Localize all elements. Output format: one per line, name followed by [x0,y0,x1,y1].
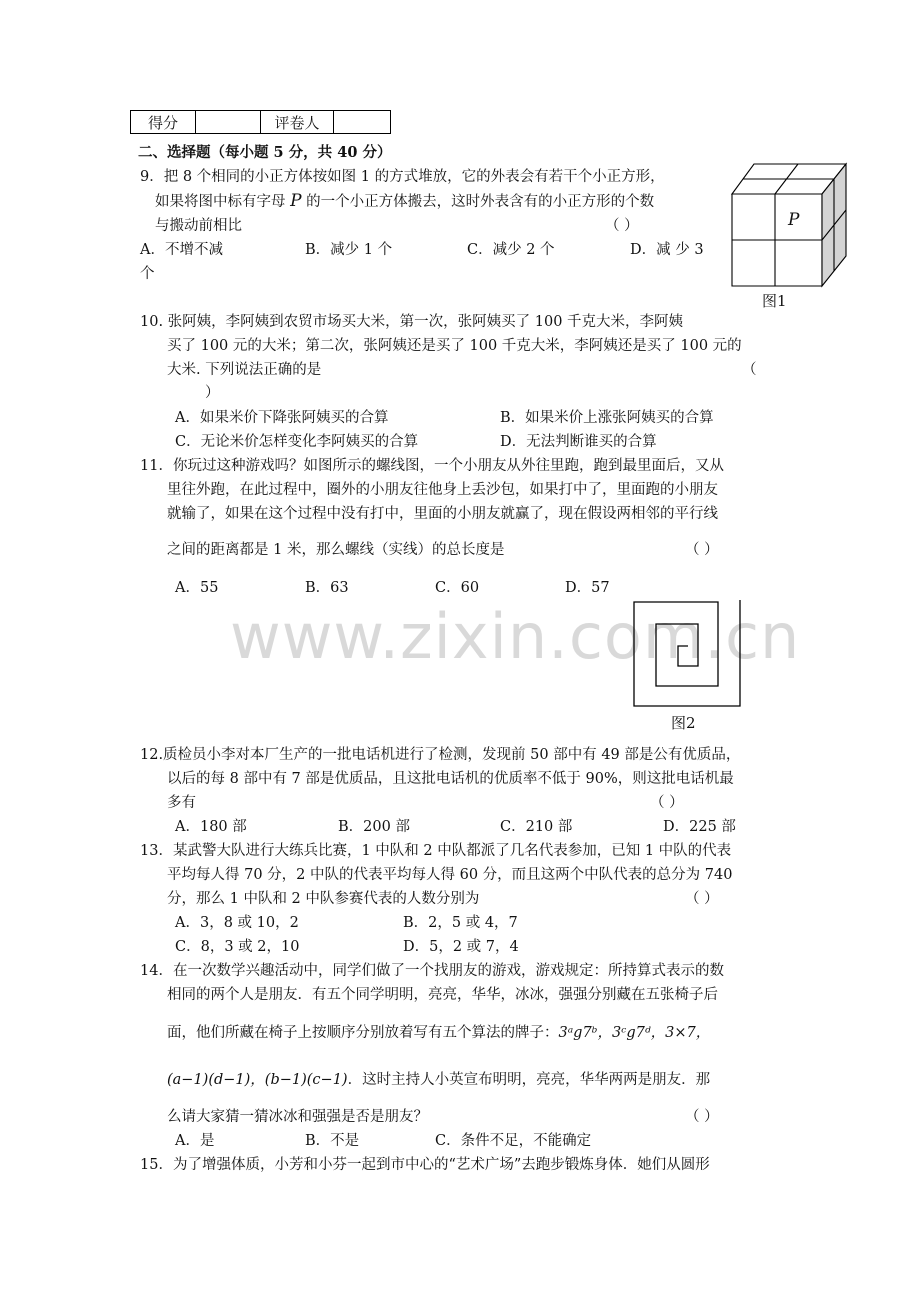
q11-line-4: 之间的距离都是 1 米，那么螺线（实线）的总长度是 [167,542,505,558]
q9-option-d-wrap: 个 [140,266,155,282]
q11-option-b[interactable]: B．63 [305,580,349,596]
q10-line-3: 大米. 下列说法正确的是 [167,362,322,378]
q12-option-d[interactable]: D．225 部 [663,819,736,835]
q11-answer-paren[interactable]: （ ） [685,542,719,558]
q10-option-c[interactable]: C．无论米价怎样变化李阿姨买的合算 [175,434,419,450]
q10-line-1: 10. 张阿姨，李阿姨到农贸市场买大米，第一次，张阿姨买了 100 千克大米，李阿姨 [140,314,684,330]
q15-line-1: 15．为了增强体质，小芳和小芬一起到市中心的“艺术广场”去跑步锻炼身体．她们从圆形 [140,1157,710,1173]
q13-option-b[interactable]: B．2，5 或 4，7 [403,915,518,931]
watermark: www.zixin.com.cn [230,600,801,673]
q14-line-2: 相同的两个人是朋友．有五个同学明明，亮亮，华华，冰冰，强强分别藏在五张椅子后 [167,987,718,1003]
q13-line-2: 平均每人得 70 分，2 中队的代表平均每人得 60 分，而且这两个中队代表的总分为 740 [167,867,733,883]
spiral-figure [630,598,745,713]
q10-paren-open[interactable]: （ [742,362,757,378]
q13-answer-paren[interactable]: （ ） [685,891,719,907]
q11-option-d[interactable]: D．57 [565,580,610,596]
q9-line-2: 如果将图中标有字母 P 的一个小正方体搬去，这时外表含有的小正方形的个数 [155,191,655,211]
q14-option-a[interactable]: A．是 [175,1133,215,1149]
q14-formula-2: (a−1)(d−1)，(b−1)(c−1) [167,1072,348,1088]
q13-option-a[interactable]: A．3，8 或 10，2 [175,915,299,931]
q13-option-d[interactable]: D．5，2 或 7，4 [403,939,519,955]
figure2-label: 图2 [671,714,696,732]
reviewer-label: 评卷人 [261,111,334,134]
q10-option-a[interactable]: A．如果米价下降张阿姨买的合算 [175,410,389,426]
q14-formula-1: 3ᵃg7ᵇ，3ᶜg7ᵈ，3×7， [558,1025,711,1041]
q9-option-a[interactable]: A．不增不减 [140,242,223,258]
q14-line-1: 14．在一次数学兴趣活动中，同学们做了一个找朋友的游戏，游戏规定：所持算式表示的数 [140,963,724,979]
q12-option-c[interactable]: C．210 部 [500,819,573,835]
score-cell[interactable] [196,111,261,134]
q14-option-c[interactable]: C．条件不足，不能确定 [435,1133,592,1149]
letter-p: P [290,191,302,211]
section-title: 二、选择题（每小题 5 分，共 40 分） [138,144,392,161]
q14-line-5: 么请大家猜一猜冰冰和强强是否是朋友？ [167,1109,428,1125]
q12-line-2: 以后的每 8 部中有 7 部是优质品，且这批电话机的优质率不低于 90%，则这批电话机最 [167,771,734,787]
q11-line-2: 里往外跑，在此过程中，圈外的小朋友往他身上丢沙包，如果打中了，里面跑的小朋友 [167,482,718,498]
q14-line-3: 面，他们所藏在椅子上按顺序分别放着写有五个算法的牌子：3ᵃg7ᵇ，3ᶜg7ᵈ，3×7， [167,1025,711,1041]
q12-line-3: 多有 [167,795,196,811]
q9-option-b[interactable]: B．减少 1 个 [305,242,393,258]
q14-option-b[interactable]: B．不是 [305,1133,360,1149]
q13-line-3: 分，那么 1 中队和 2 中队参赛代表的人数分别为 [167,891,480,907]
q10-line-2: 买了 100 元的大米；第二次，张阿姨还是买了 100 千克大米，李阿姨还是买了 100 元的 [167,338,742,354]
q11-option-a[interactable]: A．55 [175,580,219,596]
q9-line-1: 9．把 8 个相同的小正方体按如图 1 的方式堆放，它的外表会有若干个小正方形， [140,169,665,185]
q9-answer-paren[interactable]: （ ） [605,218,639,234]
q10-option-b[interactable]: B．如果米价上涨张阿姨买的合算 [500,410,714,426]
q13-line-1: 13．某武警大队进行大练兵比赛，1 中队和 2 中队都派了几名代表参加，已知 1 中队的代表 [140,843,732,859]
q12-option-b[interactable]: B．200 部 [338,819,410,835]
reviewer-cell[interactable] [334,111,391,134]
score-label: 得分 [131,111,196,134]
q10-paren-close[interactable]: ） [205,385,220,401]
q12-option-a[interactable]: A．180 部 [175,819,247,835]
q14-answer-paren[interactable]: （ ） [685,1109,719,1125]
q14-line-4: (a−1)(d−1)，(b−1)(c−1)．这时主持人小英宣布明明，亮亮，华华两两是朋友．那 [167,1072,711,1088]
q9-option-d[interactable]: D．减 少 3 [630,242,704,258]
q11-option-c[interactable]: C．60 [435,580,480,596]
q12-answer-paren[interactable]: （ ） [650,795,684,811]
q11-line-1: 11．你玩过这种游戏吗？如图所示的螺线图，一个小朋友从外往里跑，跑到最里面后，又从 [140,458,724,474]
q11-line-3: 就输了，如果在这个过程中没有打中，里面的小朋友就赢了，现在假设两相邻的平行线 [167,506,718,522]
figure1-label: 图1 [762,292,787,310]
score-table [130,110,391,134]
q9-line-3: 与搬动前相比 [155,218,242,234]
figure1-letter-p: P [788,210,800,230]
q12-line-1: 12.质检员小李对本厂生产的一批电话机进行了检测，发现前 50 部中有 49 部是公有优质品， [140,747,741,763]
q10-option-d[interactable]: D．无法判断谁买的合算 [500,434,657,450]
q13-option-c[interactable]: C．8，3 或 2，10 [175,939,300,955]
q9-option-c[interactable]: C．减少 2 个 [467,242,555,258]
